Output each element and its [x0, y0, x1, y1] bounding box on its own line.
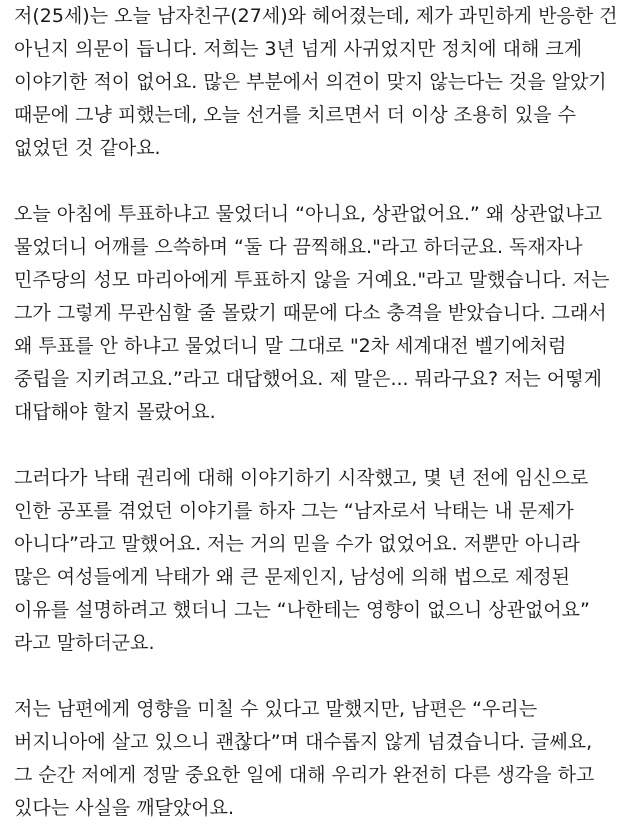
text-line: 아닌지 의문이 듭니다. 저희는 3년 넘게 사귀었지만 정치에 대해 크게 — [14, 38, 583, 60]
paragraph-4 — [14, 693, 626, 825]
text-line: 때문에 그냥 피했는데, 오늘 선거를 치르면서 더 이상 조용히 있을 수 — [14, 104, 576, 126]
text-line: 물었더니 어깨를 으쓱하며 “둘 다 끔찍해요."라고 하더군요. 독재자나 — [14, 236, 583, 258]
text-line: 이야기한 적이 없어요. 많은 부분에서 의견이 맞지 않는다는 것을 알았기 — [14, 71, 607, 93]
text-line: 오늘 아침에 투표하냐고 물었더니 “아니요, 상관없어요.” 왜 상관없냐고 — [14, 203, 602, 225]
text-line: 그러다가 낙태 권리에 대해 이야기하기 시작했고, 몇 년 전에 임신으로 — [14, 467, 589, 489]
paragraph-3 — [14, 462, 626, 660]
text-line: 인한 공포를 겪었던 이야기를 하자 그는 “남자로서 낙태는 내 문제가 — [14, 500, 574, 522]
text-line: 그 순간 저에게 정말 중요한 일에 대해 우리가 완전히 다른 생각을 하고 — [14, 764, 595, 786]
text-line: 이유를 설명하려고 했더니 그는 “나한테는 영향이 없으니 상관없어요” — [14, 599, 590, 621]
paragraph-1 — [14, 0, 626, 165]
text-line: 없었던 것 같아요. — [14, 137, 161, 159]
text-line: 버지니아에 살고 있으니 괜찮다”며 대수롭지 않게 넘겼습니다. 글쎄요, — [14, 731, 593, 753]
text-line: 그가 그렇게 무관심할 줄 몰랐기 때문에 다소 충격을 받았습니다. 그래서 — [14, 302, 607, 324]
text-line: 중립을 지키려고요.”라고 대답했어요. 제 말은... 뭐라구요? 저는 어떻게 — [14, 368, 602, 390]
text-line: 많은 여성들에게 낙태가 왜 큰 문제인지, 남성에 의해 법으로 제정된 — [14, 566, 570, 588]
text-line: 왜 투표를 안 하냐고 물었더니 말 그대로 "2차 세계대전 벨기에처럼 — [14, 335, 567, 357]
text-line: 저는 남편에게 영향을 미칠 수 있다고 말했지만, 남편은 “우리는 — [14, 698, 538, 720]
text-line: 대답해야 할지 몰랐어요. — [14, 401, 216, 423]
text-line: 아니다”라고 말했어요. 저는 거의 믿을 수가 없었어요. 저뿐만 아니라 — [14, 533, 580, 555]
text-line: 라고 말하더군요. — [14, 632, 155, 654]
text-line: 있다는 사실을 깨달았어요. — [14, 797, 235, 819]
text-line: 저(25세)는 오늘 남자친구(27세)와 헤어졌는데, 제가 과민하게 반응한 건 — [14, 5, 618, 27]
text-line: 민주당의 성모 마리아에게 투표하지 않을 거예요."라고 말했습니다. 저는 — [14, 269, 610, 291]
paragraph-2 — [14, 198, 626, 429]
